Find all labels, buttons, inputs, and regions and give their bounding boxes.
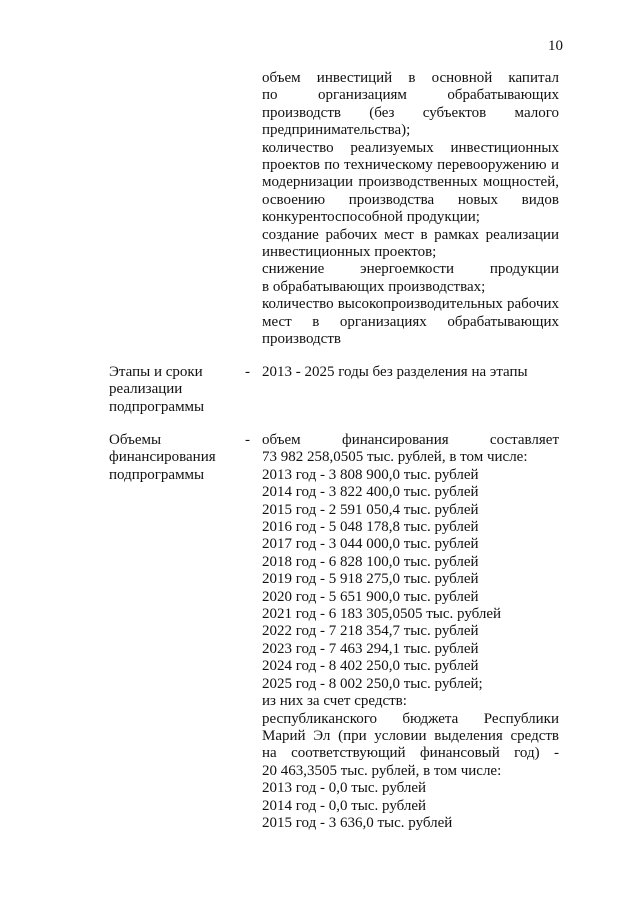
text-line: 2015 год - 3 636,0 тыс. рублей (262, 814, 453, 831)
text-line: в обрабатывающих производствах; (262, 278, 486, 295)
text-line: конкурентоспособной продукции; (262, 209, 480, 226)
label-line: подпрограммы (109, 466, 205, 483)
text-line: на соответствующий финансовый год) - (262, 745, 559, 762)
stages-content (262, 364, 559, 381)
text-line: 2020 год - 5 651 900,0 тыс. рублей (262, 588, 479, 605)
funding-label (109, 432, 239, 484)
funding-content (262, 432, 559, 832)
text-line: 2025 год - 8 002 250,0 тыс. рублей; (262, 675, 483, 692)
text-line: производств (262, 331, 341, 348)
text-line: объем финансирования составляет (262, 432, 559, 448)
text-line: 2013 год - 0,0 тыс. рублей (262, 780, 427, 797)
text-line: Марий Эл (при условии выделения средств (262, 727, 559, 744)
text-line: республиканского бюджета Республики (262, 710, 559, 727)
page-number: 10 (548, 38, 563, 54)
text-line: проектов по техническому перевооружению и (262, 157, 559, 174)
text-line: 2018 год - 6 828 100,0 тыс. рублей (262, 553, 479, 570)
label-line: Объемы (109, 432, 162, 448)
text-line: 2023 год - 7 463 294,1 тыс. рублей (262, 640, 479, 657)
text-line: мест в организациях обрабатывающих (262, 313, 559, 330)
label-line: реализации (109, 381, 183, 398)
label-line: Этапы и сроки (109, 364, 203, 380)
text-line: 2021 год - 6 183 305,0505 тыс. рублей (262, 606, 502, 623)
indicators-content (262, 70, 559, 349)
text-line: 2022 год - 7 218 354,7 тыс. рублей (262, 623, 479, 640)
text-line: создание рабочих мест в рамках реализации (262, 226, 559, 243)
text-line: инвестиционных проектов; (262, 244, 437, 261)
text-line: 2024 год - 8 402 250,0 тыс. рублей (262, 658, 479, 675)
stages-text: 2013 - 2025 годы без разделения на этапы (262, 364, 528, 380)
text-line: 2019 год - 5 918 275,0 тыс. рублей (262, 571, 479, 588)
text-line: 73 982 258,0505 тыс. рублей, в том числе: (262, 449, 528, 466)
stages-label (109, 364, 239, 416)
text-line: предпринимательства); (262, 122, 411, 139)
text-line: объем инвестиций в основной капитал (262, 70, 559, 86)
text-line: 20 463,3505 тыс. рублей, в том числе: (262, 762, 502, 779)
text-line: из них за счет средств: (262, 693, 407, 710)
label-line: финансирования (109, 449, 216, 466)
text-line: количество реализуемых инвестиционных (262, 139, 559, 156)
text-line: модернизации производственных мощностей, (262, 174, 559, 191)
text-line: освоению производства новых видов (262, 191, 559, 208)
text-line: производств (без субъектов малого (262, 104, 559, 121)
text-line: 2014 год - 3 822 400,0 тыс. рублей (262, 484, 479, 501)
text-line: 2016 год - 5 048 178,8 тыс. рублей (262, 519, 479, 536)
text-line: снижение энергоемкости продукции (262, 261, 559, 278)
label-line: подпрограммы (109, 398, 205, 415)
funding-dash: - (245, 432, 250, 448)
text-line: 2015 год - 2 591 050,4 тыс. рублей (262, 501, 479, 518)
stages-dash: - (245, 364, 250, 380)
text-line: 2017 год - 3 044 000,0 тыс. рублей (262, 536, 479, 553)
text-line: 2014 год - 0,0 тыс. рублей (262, 797, 427, 814)
text-line: количество высокопроизводительных рабочих (262, 296, 559, 313)
text-line: по организациям обрабатывающих (262, 87, 559, 104)
text-line: 2013 год - 3 808 900,0 тыс. рублей (262, 466, 479, 483)
